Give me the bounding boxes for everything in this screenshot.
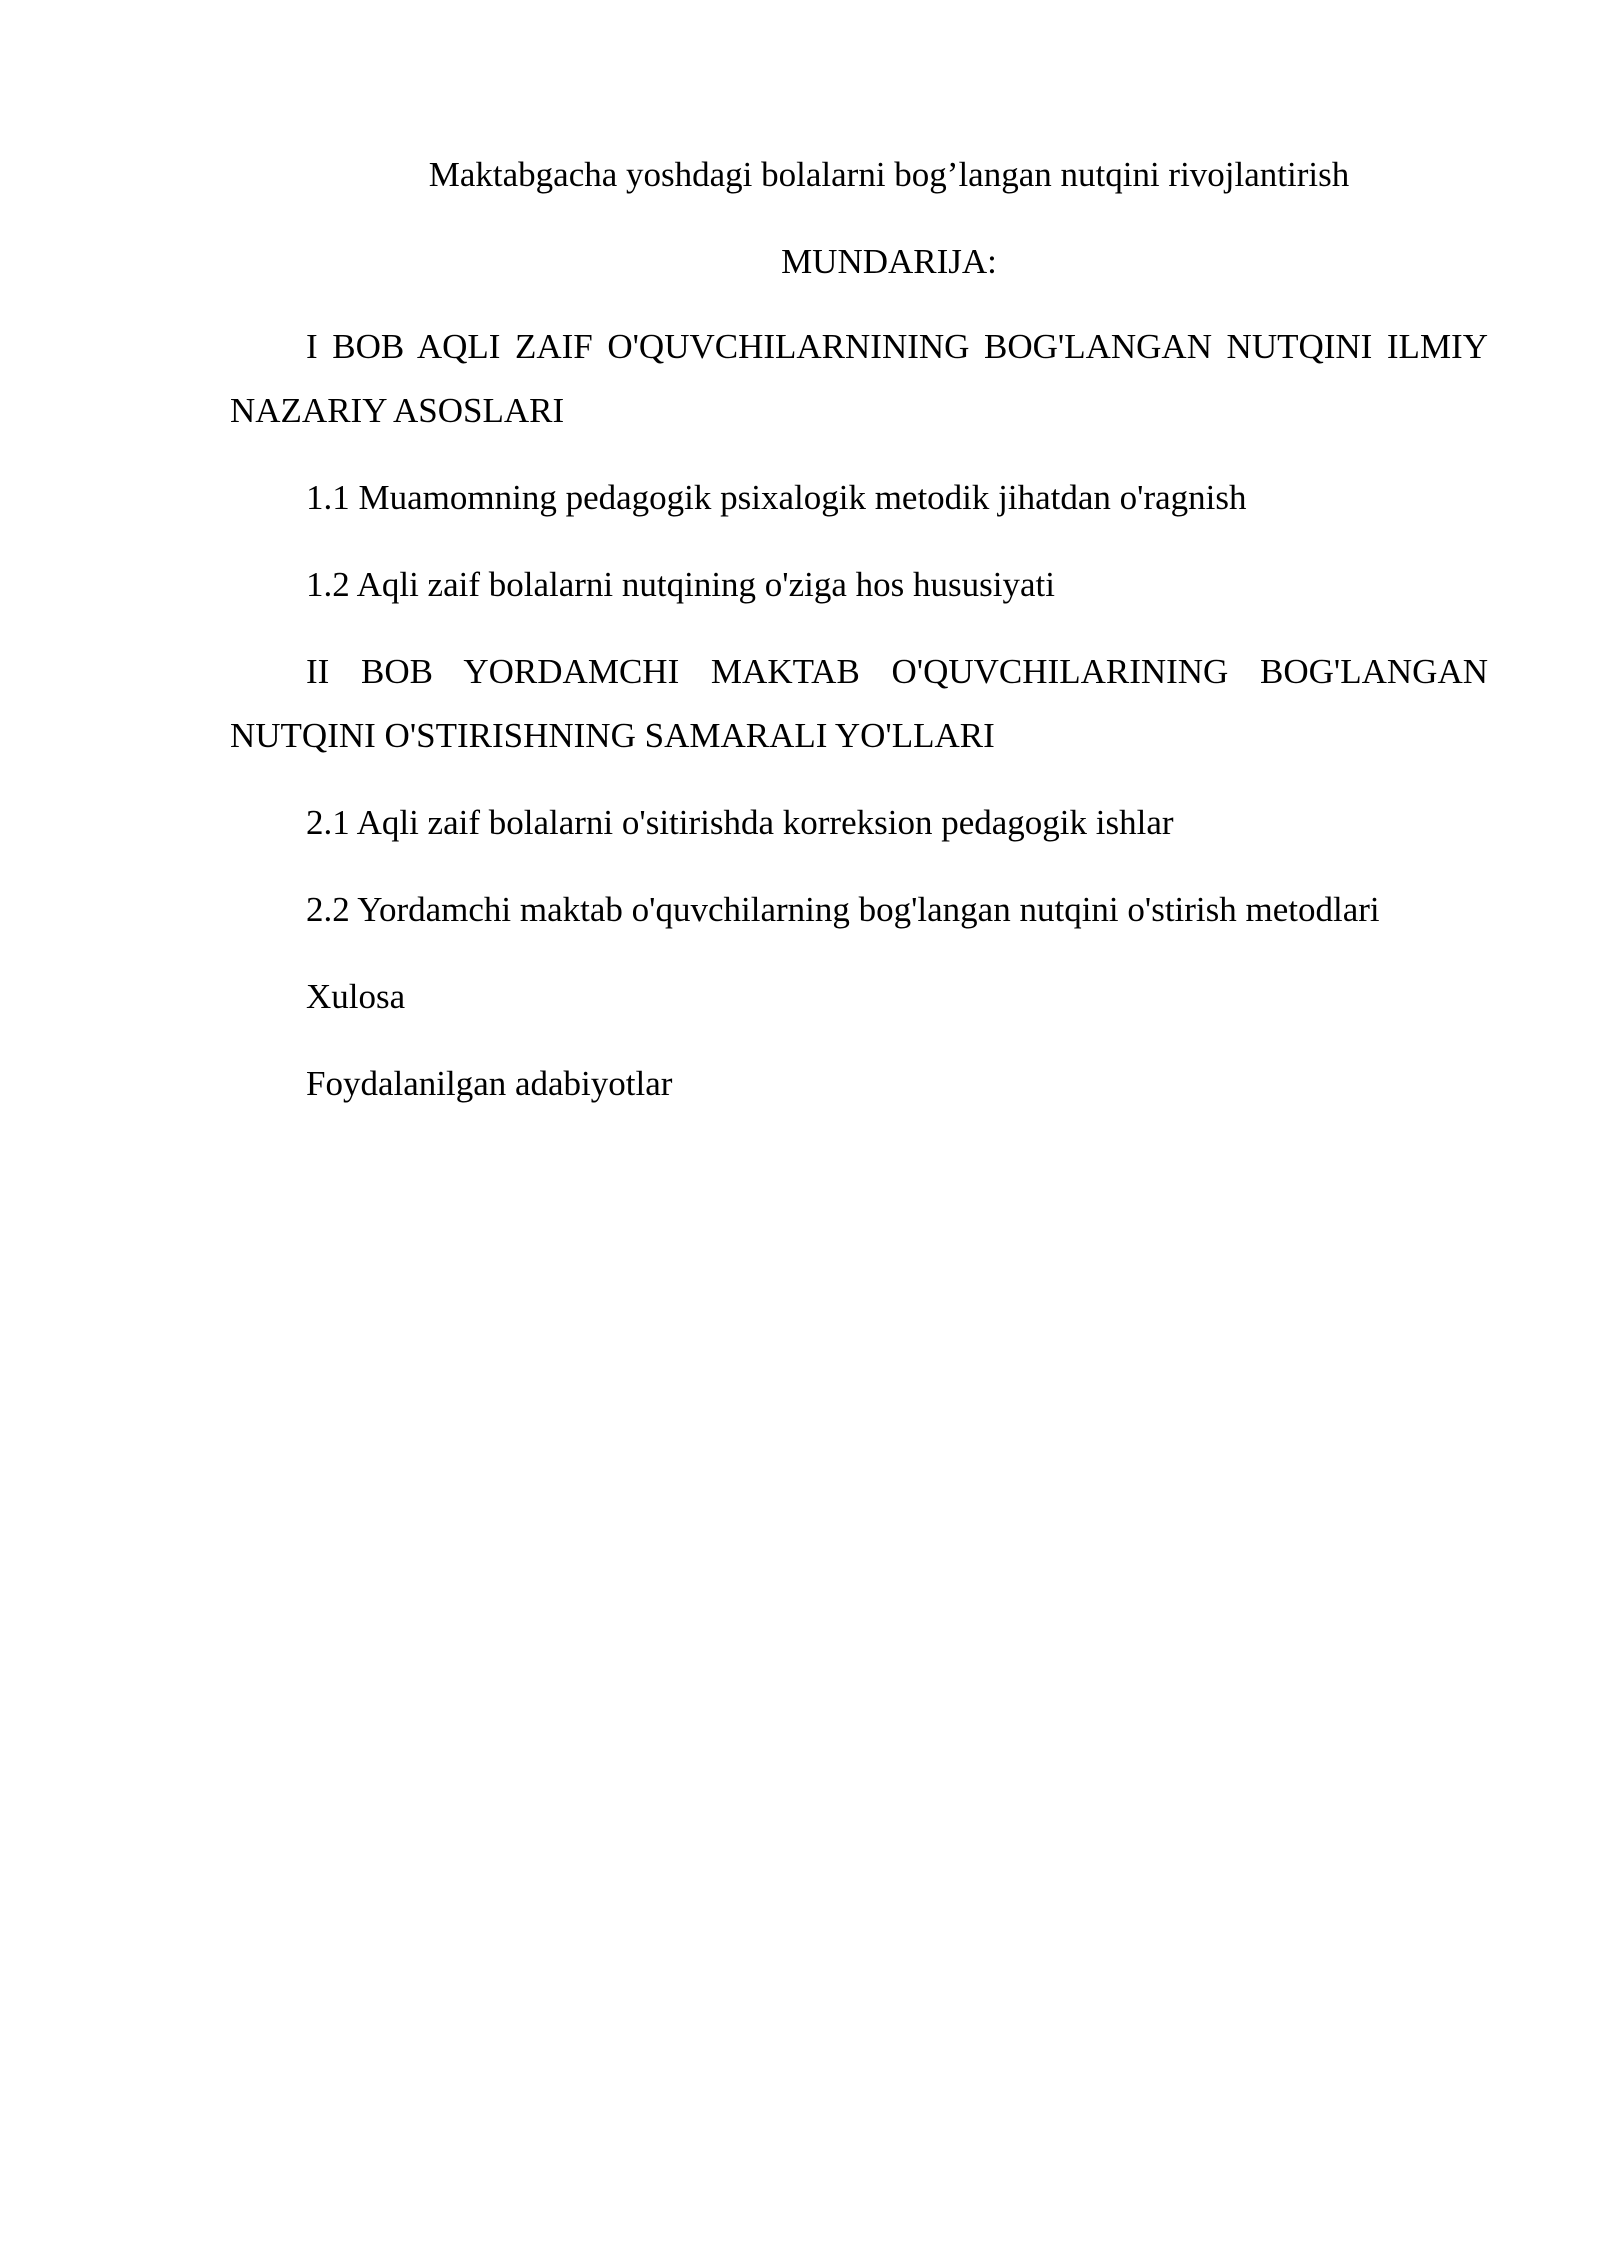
toc-conclusion: Xulosa (306, 977, 406, 1016)
toc-chapter-1: I BOB AQLI ZAIF O'QUVCHILARNINING BOG'LANGAN NUTQINI ILMIY NAZARIY ASOSLARI (230, 327, 1488, 430)
toc-chapter-2: II BOB YORDAMCHI MAKTAB O'QUVCHILARINING BOG'LANGAN NUTQINI O'STIRISHNING SAMARALI YO'LLARI (230, 652, 1488, 755)
table-of-contents (230, 315, 1488, 1116)
document-title: Maktabgacha yoshdagi bolalarni bog’langan nutqini rivojlantirish (428, 155, 1350, 194)
toc-section-1-1: 1.1 Muamomning pedagogik psixalogik metodik jihatdan o'ragnish (306, 478, 1247, 517)
toc-section-2-2: 2.2 Yordamchi maktab o'quvchilarning bog'langan nutqini o'stirish metodlari (306, 890, 1380, 929)
toc-section-1-2: 1.2 Aqli zaif bolalarni nutqining o'ziga hos hususiyati (306, 565, 1055, 604)
toc-heading: MUNDARIJA: (781, 242, 997, 281)
toc-references: Foydalanilgan adabiyotlar (306, 1064, 673, 1103)
document-content (230, 145, 1488, 1116)
toc-section-2-1: 2.1 Aqli zaif bolalarni o'sitirishda korreksion pedagogik ishlar (306, 803, 1174, 842)
